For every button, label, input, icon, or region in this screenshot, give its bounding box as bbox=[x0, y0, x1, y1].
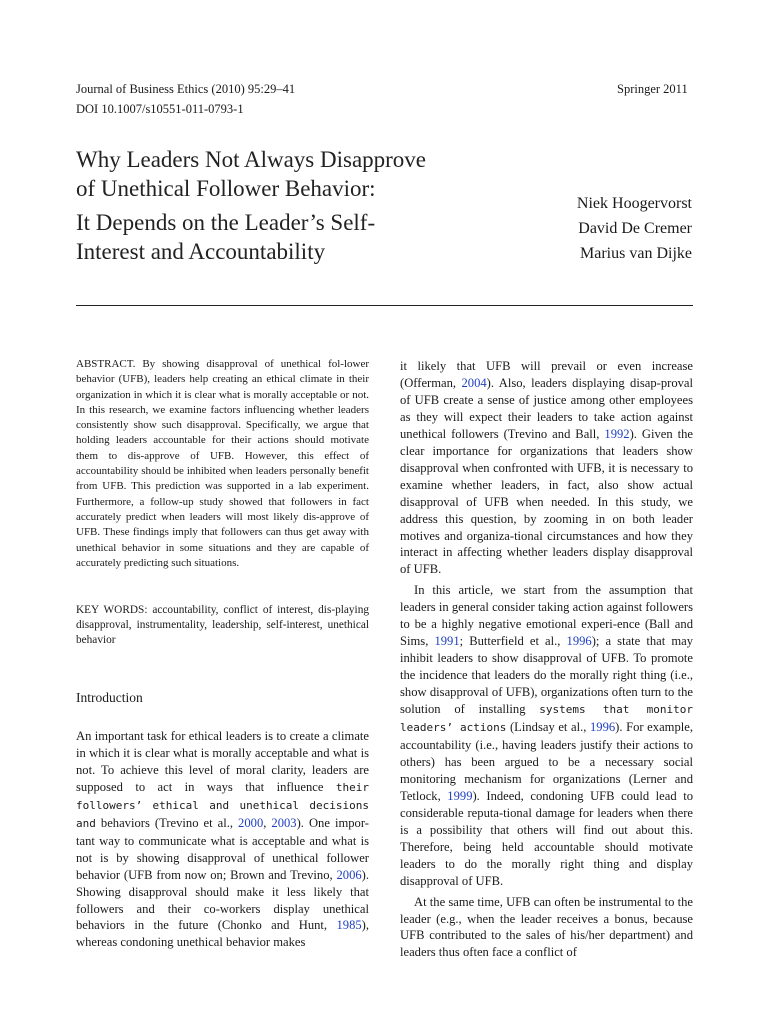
body-text: (Lindsay et al., bbox=[506, 720, 590, 735]
body-text: ). Also, leaders displaying disap-proval of UFB create a sense of justice among other employees as they will expect their leaders to take action against unethical followers (Trevino and Ball, bbox=[400, 375, 693, 441]
citation-link[interactable]: 2006 bbox=[336, 867, 362, 882]
citation-link[interactable]: 1999 bbox=[447, 788, 473, 803]
body-text: , bbox=[263, 815, 272, 830]
author-name: Marius van Dijke bbox=[580, 245, 692, 262]
citation-link[interactable]: 1991 bbox=[434, 634, 460, 649]
body-text: behaviors (Trevino et al., bbox=[95, 815, 239, 830]
citation-link[interactable]: 1992 bbox=[604, 426, 630, 441]
title-line: of Unethical Follower Behavior: bbox=[76, 176, 376, 201]
section-heading: Introduction bbox=[76, 690, 143, 705]
author-list bbox=[500, 191, 692, 266]
title-line: It Depends on the Leader’s Self- bbox=[76, 210, 376, 235]
body-text: ). One impor-tant way to communicate what is acceptable and what is not is by showing disapproval of unethical follower behavior (UFB from now on; Brown and Trevino, bbox=[76, 815, 369, 882]
title-divider bbox=[76, 305, 693, 306]
journal-citation: Journal of Business Ethics (2010) 95:29–41 bbox=[76, 82, 296, 96]
body-text: ). For example, accountability (i.e., having leaders justify their actions to others) has been argued to be a necessary social monitoring mechanism for organizations (Lerner and Tetlock, bbox=[400, 720, 693, 803]
author-name: Niek Hoogervorst bbox=[576, 195, 692, 212]
citation-link[interactable]: 1996 bbox=[566, 634, 592, 649]
body-text: At the same time, UFB can often be instrumental to the leader (e.g., when the leader receives a bonus, because UFB contributed to the sales of his/her department) and leaders thus often face a conflict of bbox=[400, 894, 693, 960]
paragraph bbox=[400, 358, 693, 578]
citation-link[interactable]: 1996 bbox=[589, 720, 616, 735]
abstract: ABSTRACT. By showing disapproval of unethical fol-lower behavior (UFB), leaders help creating an ethical climate in their organization in which it is clear what is morally acceptable or not. In this research, we examine factors influencing whether leaders consistently show such disapproval. Specifically, we argue that holding leaders accountable for their actions should motivate them to dis-approve of UFB. However, this effect of accountability should be inhibited when leaders personally benefit from UFB. This prediction was supported in a lab experiment. Furthermore, a follow-up study showed that followers in fact accurately predict when leaders will most likely dis-approve of UFB. These findings imply that followers can thus get away with unethical behavior in some situations and they are capable of accurately predicting such situations. bbox=[76, 358, 369, 569]
publisher: Springer 2011 bbox=[617, 82, 688, 96]
body-text: systems that monitor leaders’ actions bbox=[400, 703, 694, 735]
paragraph bbox=[400, 894, 693, 962]
body-text: In this article, we start from the assumption that leaders in general consider taking action against followers to be a highly negative emotional experi-ence (Ball and Sims, bbox=[400, 583, 693, 649]
citation-link[interactable]: 2003 bbox=[271, 815, 297, 830]
body-text: it likely that UFB will prevail or even increase (Offerman, bbox=[400, 359, 693, 390]
body-text: ), whereas condoning unethical behavior makes bbox=[76, 918, 369, 950]
body-text: An important task for ethical leaders is to create a climate in which it is clear what is morally acceptable and what is not. To achieve this level of moral clarity, leaders are supposed to act in ways that influence bbox=[76, 729, 369, 794]
paper-title bbox=[76, 145, 496, 266]
paragraph bbox=[400, 582, 693, 889]
citation-link[interactable]: 2000 bbox=[238, 815, 264, 830]
body-text: ). Showing disapproval should make it less likely that followers and their co-workers display unethical behaviors in the future (Chonko and Hunt, bbox=[76, 867, 369, 933]
title-line: Why Leaders Not Always Disapprove bbox=[76, 147, 427, 172]
citation-link[interactable]: 1985 bbox=[336, 918, 362, 933]
body-text: their followers’ ethical and unethical decisions and bbox=[76, 780, 369, 830]
body-text: ). Indeed, condoning UFB could lead to considerable reputa-tional damage for leaders when there is a possibility that others will find out about this. Therefore, being held accountable should motivate leaders to do the morally right thing and display disapproval of UFB. bbox=[400, 788, 693, 888]
doi: DOI 10.1007/s10551-011-0793-1 bbox=[76, 102, 244, 116]
title-line: Interest and Accountability bbox=[76, 239, 326, 264]
right-column-body bbox=[400, 358, 693, 961]
keywords: KEY WORDS: accountability, conflict of interest, dis-playing disapproval, instrumentality, leadership, self-interest, unethical behavior bbox=[76, 604, 369, 646]
author-name: David De Cremer bbox=[578, 220, 692, 237]
citation-link[interactable]: 2004 bbox=[461, 375, 487, 390]
body-text: ; Butterfield et al., bbox=[459, 634, 567, 649]
left-column-body bbox=[76, 728, 369, 951]
body-text: ); a state that may inhibit leaders to show disapproval of UFB. To promote the incidence that leaders do the morally right thing (i.e., show disapproval of UFB), organizations often turn to the solution of installing bbox=[400, 634, 694, 717]
body-text: ). Given the clear importance for organizations that leaders show disapproval when confronted with UFB, it is necessary to examine whether leaders, in fact, also show actual disapproval of UFB when needed. In this study, we address this question, by zooming in on both leader motives and organiza-tional circumstances and how they interact in affecting whether leaders display disapproval of UFB. bbox=[400, 426, 693, 577]
